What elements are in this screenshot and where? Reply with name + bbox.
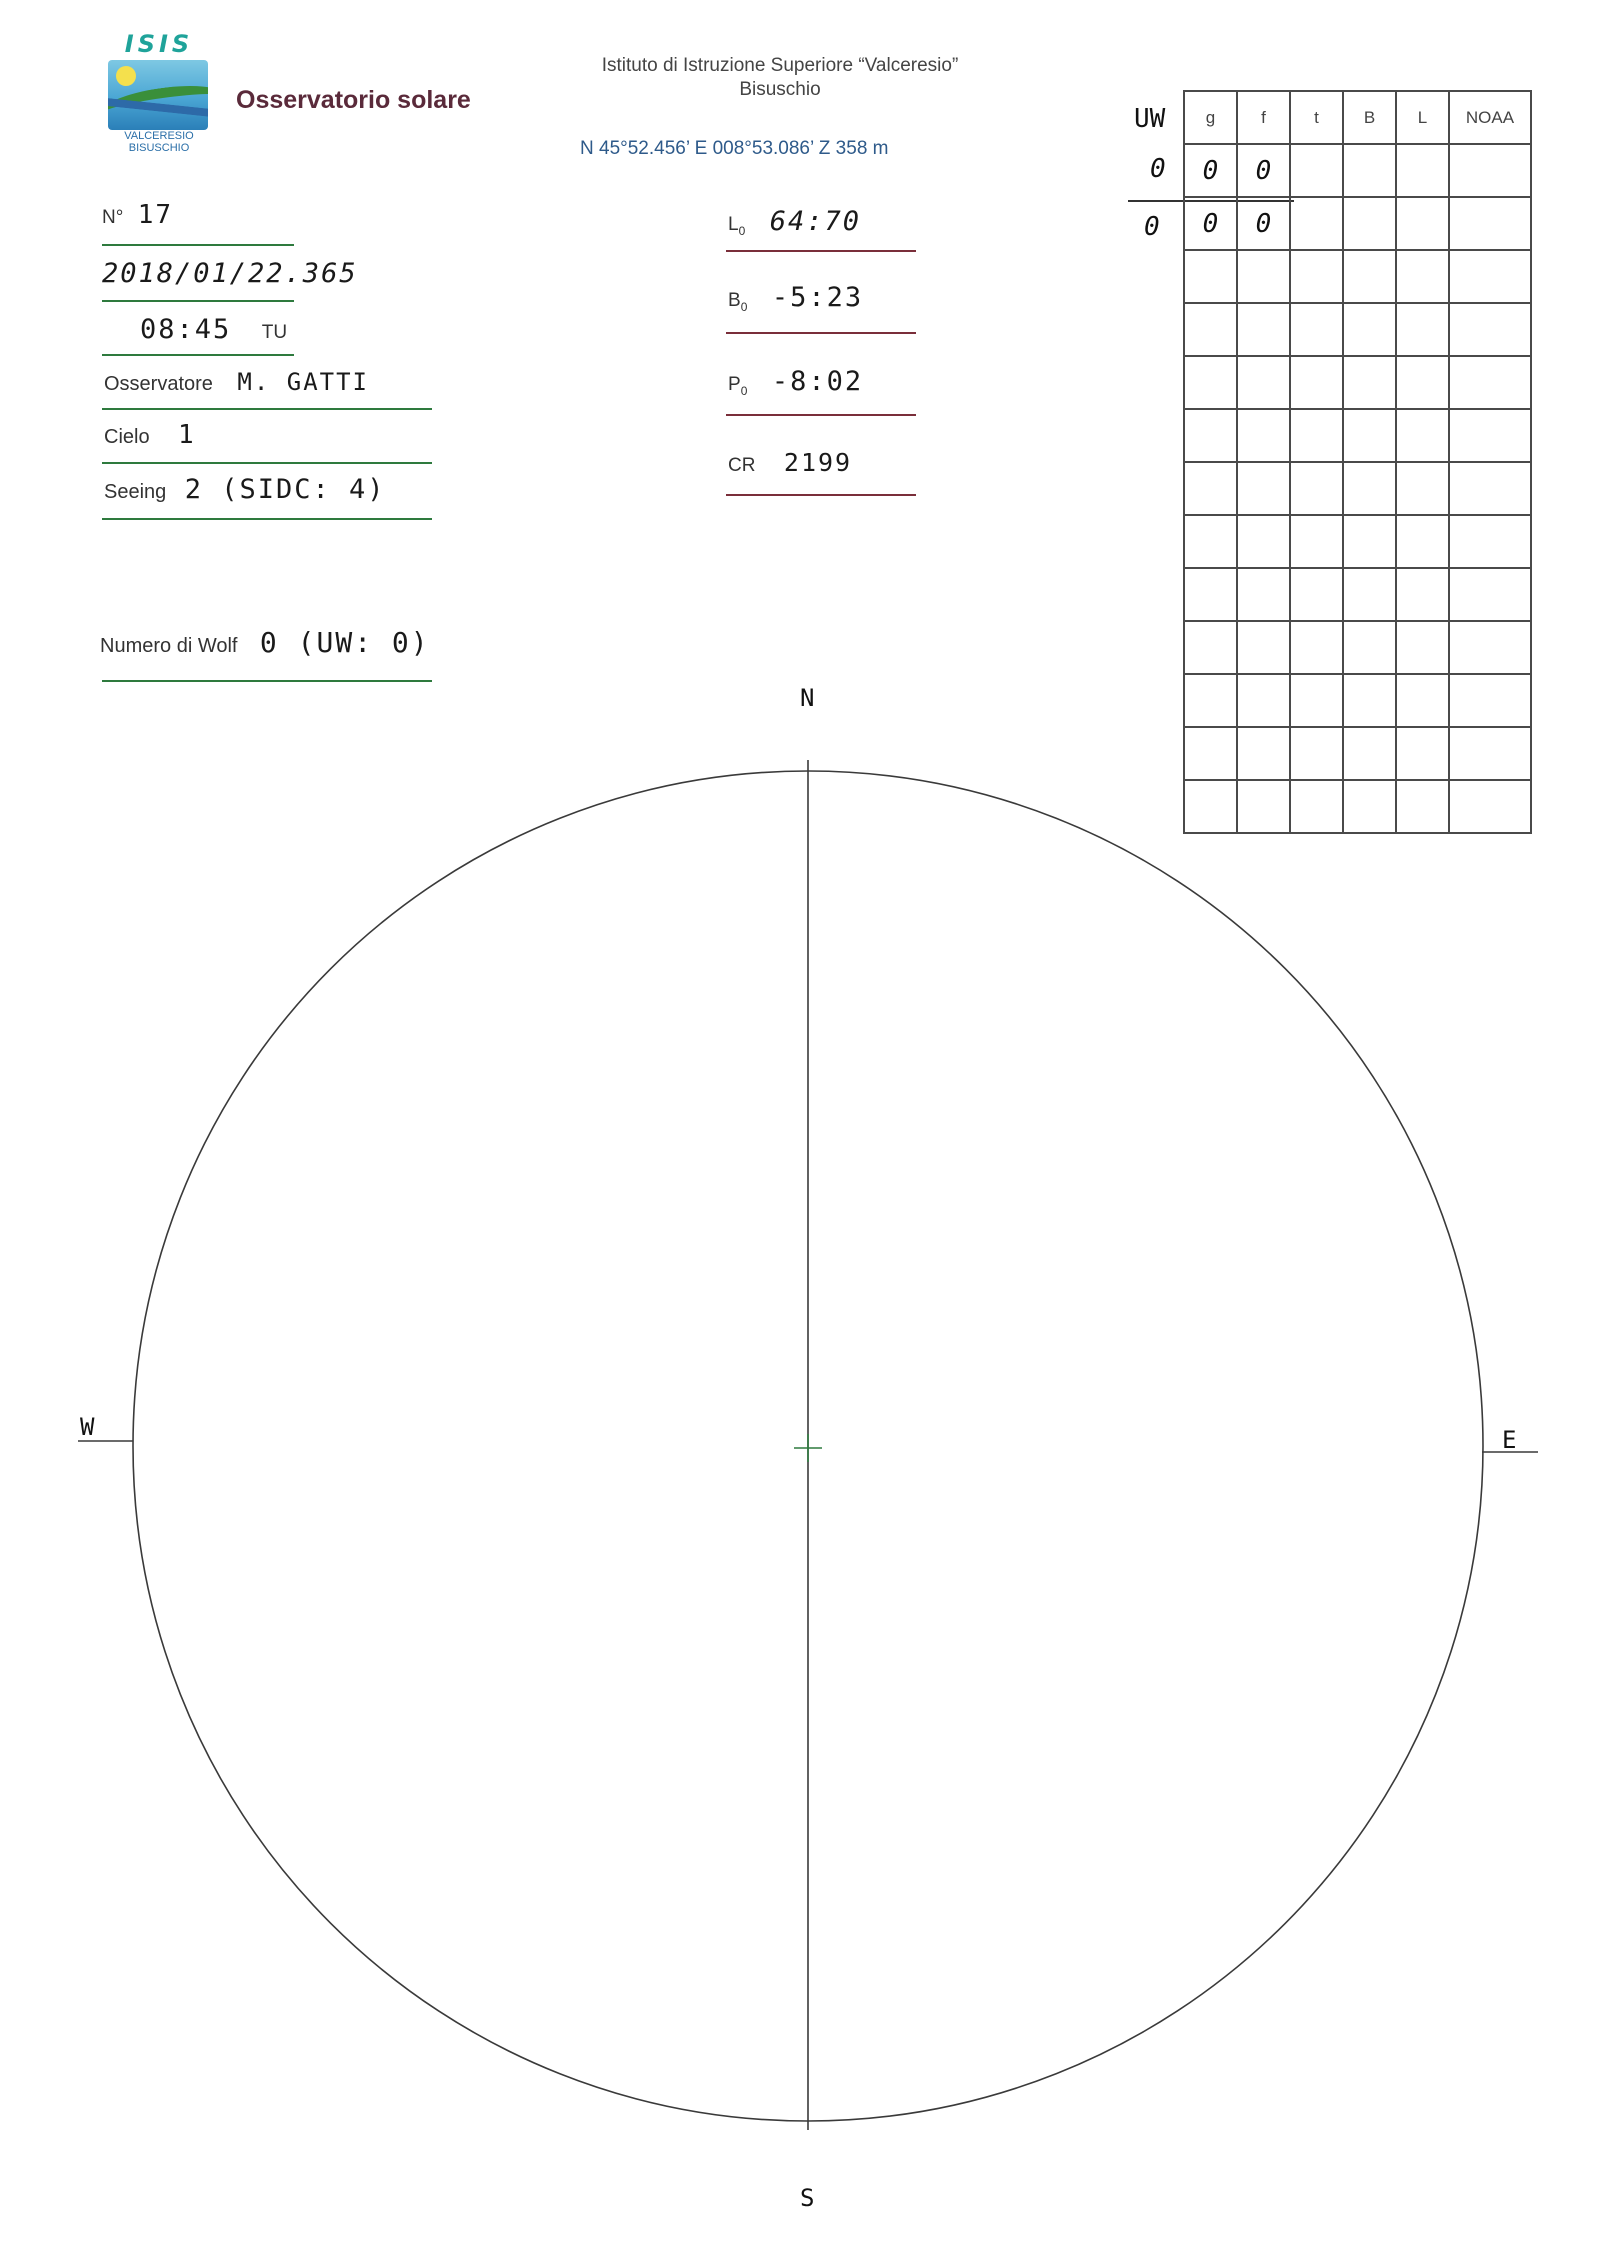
field-wolf-number: Numero di Wolf 0 (UW: 0): [100, 626, 430, 659]
field-b0: $B_0$ -5:23: [728, 282, 864, 314]
field-carrington-rotation: CR 2199: [728, 448, 853, 477]
row2-g: 0: [1184, 197, 1237, 250]
row1-g: 0: [1184, 144, 1237, 197]
row1-f: 0: [1237, 144, 1290, 197]
table-header-b: B: [1343, 91, 1396, 144]
north-label: N: [800, 684, 815, 712]
observatory-coordinates: N 45°52.456’ E 008°53.086’ Z 358 m: [580, 138, 889, 159]
field-observer: Osservatore M. GATTI: [104, 368, 369, 396]
institute-name: Istituto di Istruzione Superiore “Valceresio” Bisuschio: [601, 55, 959, 100]
field-seeing: Seeing 2 (SIDC: 4): [104, 474, 386, 505]
field-sky: Cielo 1: [104, 420, 196, 450]
west-label: W: [80, 1413, 95, 1441]
table-header-t: t: [1290, 91, 1343, 144]
south-label: S: [800, 2184, 815, 2212]
field-p0: $P_0$ -8:02: [728, 366, 864, 398]
field-number: N° 17: [102, 200, 174, 230]
field-l0: $L_0$ 64:70: [728, 206, 861, 238]
field-date: 2018/01/22.365: [102, 258, 358, 289]
table-header-uw: UW: [1134, 104, 1166, 134]
east-label: E: [1502, 1426, 1517, 1454]
observatory-title: Osservatorio solare: [236, 86, 471, 114]
field-time: 08:45 TU: [140, 314, 288, 345]
table-header-g: g: [1184, 91, 1237, 144]
logo-subtitle: VALCERESIO BISUSCHIO: [124, 130, 194, 154]
row2-uw: 0: [1144, 212, 1160, 242]
table-header-l: L: [1396, 91, 1449, 144]
row2-f: 0: [1237, 197, 1290, 250]
table-header-f: f: [1237, 91, 1290, 144]
row1-uw: 0: [1150, 154, 1166, 184]
table-header-noaa: NOAA: [1449, 91, 1531, 144]
logo-wordmark: ISIS: [124, 30, 194, 58]
